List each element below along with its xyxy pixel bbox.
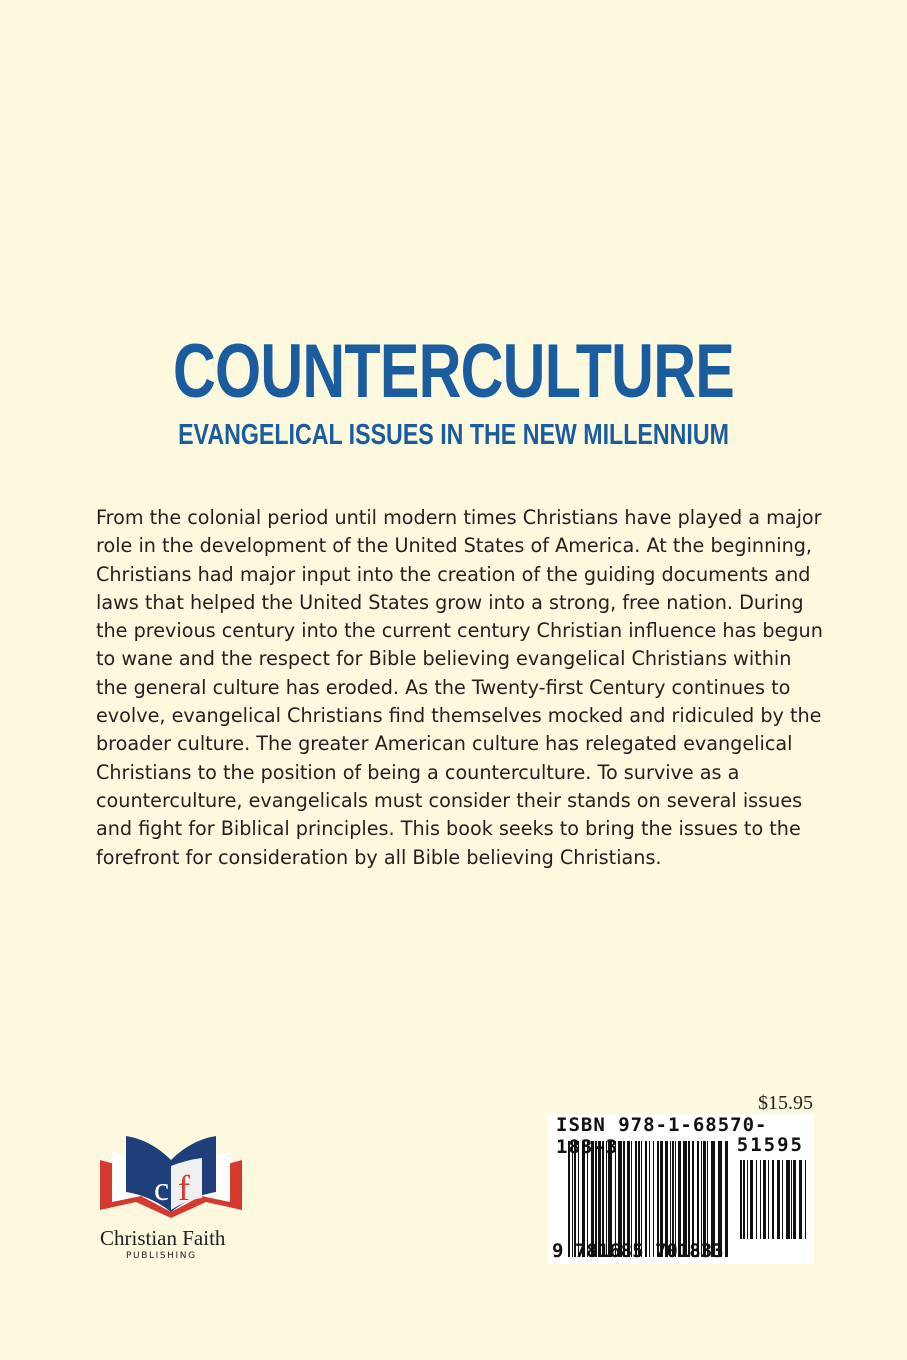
isbn-text: ISBN 978-1-68570-183-3 — [556, 1114, 768, 1158]
publisher-name: Christian Faith — [100, 1226, 226, 1250]
book-title: COUNTERCULTURE — [173, 329, 734, 414]
barcode-bar — [725, 1141, 728, 1257]
barcode-bar — [793, 1160, 796, 1239]
barcode-bar — [740, 1160, 742, 1239]
barcode-bar — [768, 1160, 769, 1239]
publisher-logo — [96, 1130, 246, 1225]
barcode-bar — [805, 1160, 806, 1239]
blurb-line: Christians had major input into the creation of the guiding documents and — [96, 562, 811, 586]
blurb-text — [96, 504, 836, 872]
blurb-line: From the colonial period until modern times Christians have played a major — [96, 506, 822, 529]
price: $15.95 — [758, 1092, 813, 1114]
svg-text:f: f — [178, 1168, 190, 1208]
barcode-bar — [772, 1160, 774, 1239]
blurb-line: the previous century into the current century Christian influence has begun — [96, 619, 823, 643]
book-subtitle: EVANGELICAL ISSUES IN THE NEW MILLENNIUM — [178, 419, 729, 451]
svg-text:c: c — [154, 1171, 170, 1208]
barcode-bar — [786, 1160, 790, 1239]
barcode-bar — [756, 1160, 757, 1239]
barcode-bar — [760, 1160, 761, 1239]
barcode — [548, 1114, 814, 1264]
blurb-line: role in the development of the United States of America. At the beginning, — [96, 534, 813, 558]
blurb-line: Christians to the position of being a counterculture. To survive as a — [96, 760, 740, 784]
barcode-bar — [782, 1160, 783, 1239]
blurb-line: to wane and the respect for Bible believing evangelical Christians within — [96, 647, 792, 671]
barcode-bar — [791, 1160, 792, 1239]
blurb-line: the general culture has eroded. As the Twenty-first Century continues to — [96, 675, 791, 699]
barcode-bar — [799, 1160, 802, 1239]
barcode-bar — [763, 1160, 766, 1239]
publisher-sub: PUBLISHING — [126, 1251, 197, 1261]
blurb-line: laws that helped the United States grow into a strong, free nation. During — [96, 590, 804, 614]
blurb-line: evolve, evangelical Christians find themselves mocked and ridiculed by the — [96, 704, 822, 728]
blurb-line: broader culture. The greater American culture has relegated evangelical — [96, 732, 793, 756]
barcode-bar — [777, 1160, 780, 1239]
blurb-line: and fight for Biblical principles. This book seeks to bring the issues to the — [96, 817, 801, 841]
blurb-line: counterculture, evangelicals must consider their stands on several issues — [96, 788, 803, 812]
barcode-bar — [750, 1160, 753, 1239]
barcode-bar — [747, 1160, 748, 1239]
blurb-line: forefront for consideration by all Bible believing Christians. — [96, 845, 662, 869]
barcode-bar — [743, 1160, 745, 1239]
addon-code: 51595 — [736, 1134, 804, 1156]
ean-digits: 9 781685 701833 — [552, 1240, 724, 1262]
